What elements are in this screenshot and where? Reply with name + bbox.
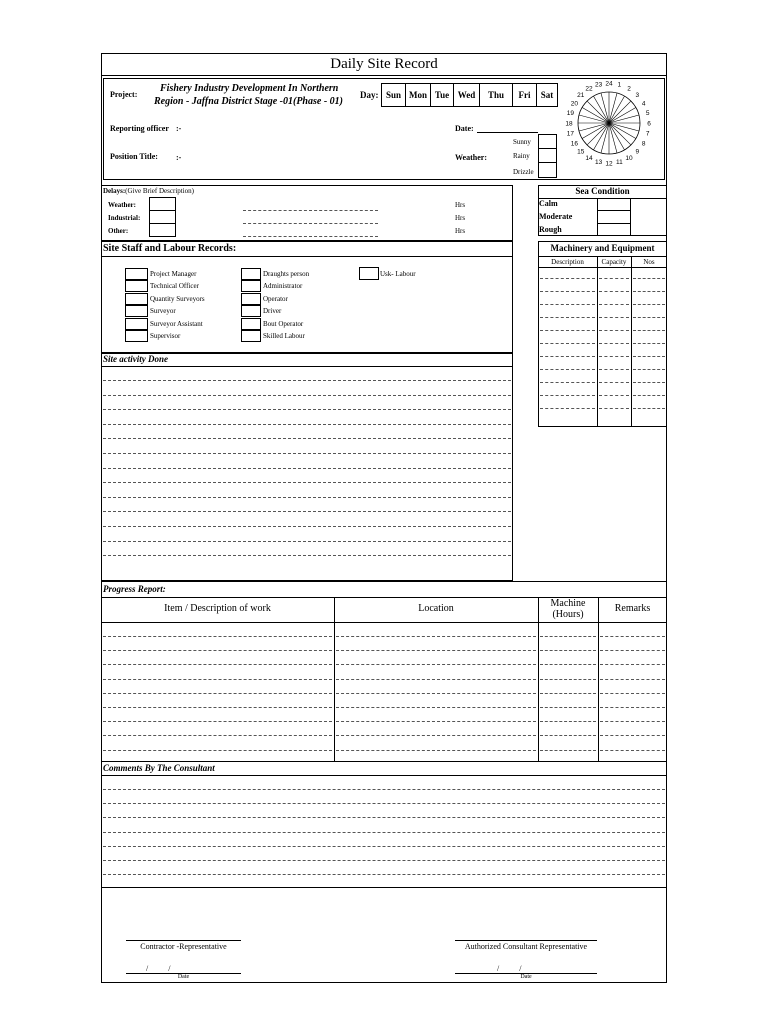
position-title-sep: :- (176, 153, 182, 162)
consultant-signature-label: Authorized Consultant Representative (464, 942, 588, 951)
progress-row[interactable] (540, 721, 596, 722)
dial-spoke (601, 93, 609, 123)
dial-hour-number: 7 (645, 130, 650, 138)
comment-line[interactable] (103, 789, 665, 790)
dial-hour-number: 22 (585, 85, 593, 93)
dial-hour-number: 1 (617, 81, 622, 89)
machinery-row[interactable] (633, 317, 665, 318)
machinery-row[interactable] (540, 291, 595, 292)
dial-hour-number: 11 (615, 158, 623, 166)
dial-spoke (609, 123, 639, 131)
dial-hour-number: 5 (645, 109, 650, 117)
progress-row[interactable] (103, 693, 332, 694)
progress-row[interactable] (600, 650, 665, 651)
sea-rough-checkbox[interactable] (597, 223, 631, 236)
dial-hour-number: 14 (585, 154, 593, 162)
contractor-signature-label: Contractor -Representative (140, 942, 227, 951)
dial-hour-number: 21 (577, 92, 585, 100)
progress-row[interactable] (103, 650, 332, 651)
machinery-row[interactable] (540, 369, 595, 370)
machinery-col-divider-1 (597, 256, 598, 427)
machinery-row[interactable] (599, 395, 629, 396)
position-title-label: Position Title: (110, 152, 158, 161)
staff-checkbox[interactable] (241, 280, 261, 292)
machinery-header-nos: Nos (643, 258, 655, 266)
progress-row[interactable] (103, 664, 332, 665)
sea-moderate-checkbox[interactable] (597, 210, 631, 224)
machinery-row[interactable] (540, 330, 595, 331)
reporting-officer-sep: :- (176, 124, 182, 133)
machinery-box (538, 241, 667, 427)
staff-checkbox[interactable] (125, 293, 148, 305)
machinery-row[interactable] (540, 304, 595, 305)
machinery-row[interactable] (633, 369, 665, 370)
staff-role-label: Surveyor (150, 307, 176, 315)
machinery-row[interactable] (540, 343, 595, 344)
machinery-row[interactable] (599, 382, 629, 383)
dial-hour-number: 13 (595, 158, 603, 166)
staff-role-label: Bout Operator (263, 320, 304, 328)
machinery-row[interactable] (599, 343, 629, 344)
machinery-row[interactable] (633, 278, 665, 279)
day-label: Day: (360, 90, 379, 100)
day-sat[interactable]: Sat (536, 83, 558, 107)
progress-row[interactable] (336, 707, 536, 708)
progress-row[interactable] (336, 735, 536, 736)
staff-role-label: Usk- Labour (380, 270, 416, 278)
progress-col-divider-2 (538, 597, 539, 761)
progress-row[interactable] (540, 707, 596, 708)
staff-checkbox[interactable] (241, 305, 261, 317)
machinery-row[interactable] (540, 395, 595, 396)
progress-row[interactable] (600, 707, 665, 708)
staff-role-label: Operator (263, 295, 288, 303)
machinery-row[interactable] (599, 291, 629, 292)
activity-line[interactable] (103, 468, 511, 469)
dial-hour-number: 9 (635, 148, 640, 156)
staff-role-label: Driver (263, 307, 282, 315)
progress-header-machine: Machine (550, 598, 586, 609)
dial-hour-number: 6 (647, 120, 651, 128)
dial-hour-number: 8 (641, 140, 646, 148)
title-divider (101, 75, 667, 76)
machinery-row[interactable] (633, 330, 665, 331)
dial-spoke (609, 123, 617, 153)
comment-line[interactable] (103, 803, 665, 804)
staff-role-label: Skilled Labour (263, 332, 305, 340)
machinery-row[interactable] (633, 291, 665, 292)
machinery-row[interactable] (599, 317, 629, 318)
staff-role-label: Draughts person (263, 270, 310, 278)
staff-checkbox[interactable] (359, 267, 379, 280)
activity-line[interactable] (103, 526, 511, 527)
weather-drizzle-checkbox[interactable] (538, 162, 557, 178)
dial-hour-number: 17 (566, 130, 574, 138)
progress-row[interactable] (336, 721, 536, 722)
dial-hour-number: 16 (570, 140, 578, 148)
progress-row[interactable] (103, 636, 332, 637)
machinery-header-capacity: Capacity (601, 258, 627, 266)
delays-title: Delays: (103, 187, 126, 195)
progress-row[interactable] (336, 679, 536, 680)
progress-row[interactable] (336, 650, 536, 651)
reporting-officer-label: Reporting officer (110, 124, 169, 133)
dial-hour-number: 12 (605, 160, 613, 168)
progress-row[interactable] (540, 750, 596, 751)
progress-row[interactable] (103, 721, 332, 722)
dial-hour-number: 18 (565, 120, 573, 128)
progress-row[interactable] (600, 664, 665, 665)
day-sun[interactable]: Sun (381, 83, 406, 107)
progress-header-hours: (Hours) (552, 609, 584, 620)
activity-line[interactable] (103, 409, 511, 410)
machinery-row[interactable] (599, 356, 629, 357)
staff-checkbox[interactable] (125, 330, 148, 342)
progress-row[interactable] (336, 693, 536, 694)
comments-title: Comments By The Consultant (103, 763, 215, 773)
dial-spoke (579, 123, 609, 131)
activity-line[interactable] (103, 424, 511, 425)
machinery-header-description: Description (551, 258, 584, 266)
staff-checkbox[interactable] (241, 318, 261, 330)
machinery-row[interactable] (540, 408, 595, 409)
dial-hour-number: 2 (627, 85, 631, 93)
staff-role-label: Administrator (263, 282, 303, 290)
machinery-row[interactable] (540, 382, 595, 383)
comment-line[interactable] (103, 832, 665, 833)
staff-title: Site Staff and Labour Records: (103, 243, 237, 254)
site-activity-title: Site activity Done (103, 354, 168, 364)
progress-row[interactable] (336, 664, 536, 665)
machinery-row[interactable] (633, 395, 665, 396)
contractor-signature-line[interactable] (126, 940, 241, 941)
dial-hour-number: 4 (641, 100, 646, 108)
progress-title: Progress Report: (103, 584, 166, 594)
comment-line[interactable] (103, 860, 665, 861)
activity-line[interactable] (103, 438, 511, 439)
progress-row[interactable] (600, 750, 665, 751)
sea-condition-title: Sea Condition (575, 186, 630, 196)
staff-checkbox[interactable] (241, 293, 261, 305)
delay-industrial-field[interactable] (149, 210, 176, 224)
staff-role-label: Supervisor (150, 332, 181, 340)
sea-rough: Rough (539, 225, 562, 234)
machinery-row[interactable] (540, 317, 595, 318)
delays-subtitle: (Give Brief Description) (125, 187, 194, 195)
day-mon[interactable]: Mon (405, 83, 431, 107)
consultant-date-sep: / / (497, 964, 522, 973)
delay-other-unit: Hrs (455, 227, 466, 235)
machinery-row[interactable] (633, 343, 665, 344)
contractor-date-sep: / / (146, 964, 171, 973)
activity-line[interactable] (103, 497, 511, 498)
consultant-date-label: Date (520, 974, 532, 980)
progress-header-item: Item / Description of work (164, 603, 271, 614)
weather-label: Weather: (455, 153, 487, 162)
activity-line[interactable] (103, 511, 511, 512)
activity-line[interactable] (103, 541, 511, 542)
staff-role-label: Quantity Surveyors (150, 295, 205, 303)
delay-other-line[interactable] (243, 236, 378, 237)
staff-checkbox[interactable] (125, 318, 148, 330)
progress-row[interactable] (600, 679, 665, 680)
progress-row[interactable] (336, 636, 536, 637)
contractor-date-label: Date (177, 974, 190, 980)
staff-role-label: Technical Officer (150, 282, 199, 290)
dial-spoke (601, 123, 609, 153)
comments-title-divider (101, 775, 667, 776)
machinery-col-divider-2 (631, 256, 632, 427)
weather-sunny-checkbox[interactable] (538, 134, 557, 149)
progress-row[interactable] (540, 650, 596, 651)
machinery-row[interactable] (599, 330, 629, 331)
dial-spoke (609, 115, 639, 123)
comment-line[interactable] (103, 846, 665, 847)
delay-weather-line[interactable] (243, 210, 378, 211)
machinery-row[interactable] (599, 304, 629, 305)
activity-line[interactable] (103, 453, 511, 454)
dial-hour-number: 20 (570, 100, 578, 108)
progress-row[interactable] (540, 735, 596, 736)
machinery-row[interactable] (599, 408, 629, 409)
site-activity-box (101, 353, 513, 581)
delay-weather-field[interactable] (149, 197, 176, 211)
progress-row[interactable] (103, 707, 332, 708)
consultant-signature-line[interactable] (455, 940, 597, 941)
weather-rainy-checkbox[interactable] (538, 148, 557, 163)
progress-row[interactable] (103, 679, 332, 680)
delay-industrial-label: Industrial: (108, 214, 141, 222)
progress-row[interactable] (600, 735, 665, 736)
machinery-row[interactable] (633, 356, 665, 357)
progress-row[interactable] (103, 735, 332, 736)
project-name-line2: Region - Jaffna District Stage -01(Phase - 01) (154, 96, 343, 107)
progress-col-divider-3 (598, 597, 599, 761)
progress-row[interactable] (600, 636, 665, 637)
machinery-row[interactable] (633, 304, 665, 305)
staff-checkbox[interactable] (125, 268, 148, 280)
machinery-row[interactable] (599, 278, 629, 279)
progress-row[interactable] (600, 693, 665, 694)
machinery-title: Machinery and Equipment (550, 243, 655, 253)
delay-industrial-unit: Hrs (455, 214, 466, 222)
staff-title-divider (101, 256, 513, 257)
project-label: Project: (110, 90, 138, 99)
dial-spoke (579, 115, 609, 123)
sea-calm: Calm (539, 199, 558, 208)
progress-col-divider-1 (334, 597, 335, 761)
day-tue[interactable]: Tue (430, 83, 454, 107)
activity-line[interactable] (103, 395, 511, 396)
activity-line[interactable] (103, 555, 511, 556)
machinery-row[interactable] (540, 278, 595, 279)
progress-row[interactable] (103, 750, 332, 751)
progress-header-remarks: Remarks (614, 603, 651, 614)
dial-hour-number: 19 (566, 109, 574, 117)
date-field[interactable] (477, 132, 538, 133)
progress-row[interactable] (336, 750, 536, 751)
project-name-line1: Fishery Industry Development In Northern (160, 83, 339, 94)
progress-row[interactable] (540, 664, 596, 665)
delay-industrial-line[interactable] (243, 223, 378, 224)
activity-line[interactable] (103, 482, 511, 483)
dial-hour-number: 10 (625, 154, 633, 162)
staff-checkbox[interactable] (125, 305, 148, 317)
date-label: Date: (455, 124, 474, 133)
progress-row[interactable] (540, 636, 596, 637)
dial-hour-number: 15 (577, 148, 585, 156)
day-wed[interactable]: Wed (453, 83, 480, 107)
comments-bottom-divider (101, 887, 667, 888)
day-thu[interactable]: Thu (479, 83, 513, 107)
comment-line[interactable] (103, 874, 665, 875)
staff-role-label: Project Manager (150, 270, 197, 278)
delay-weather-unit: Hrs (455, 201, 466, 209)
weather-drizzle: Drizzle (513, 168, 534, 176)
dial-hour-number: 23 (595, 81, 603, 89)
progress-header-divider (101, 622, 667, 623)
dial-hour-number: 24 (605, 80, 613, 88)
weather-sunny: Sunny (513, 138, 531, 146)
machinery-row[interactable] (599, 369, 629, 370)
delay-other-label: Other: (108, 227, 129, 235)
dial-hour-number: 3 (635, 92, 640, 100)
machinery-row[interactable] (540, 356, 595, 357)
progress-header-location: Location (418, 603, 454, 614)
comments-top-divider (101, 761, 667, 762)
weather-rainy: Rainy (513, 152, 530, 160)
machinery-row[interactable] (633, 408, 665, 409)
sea-moderate: Moderate (539, 212, 573, 221)
staff-checkbox[interactable] (241, 268, 261, 280)
progress-row[interactable] (540, 679, 596, 680)
delays-heading (103, 186, 194, 196)
staff-checkbox[interactable] (241, 330, 261, 342)
progress-row[interactable] (600, 721, 665, 722)
staff-role-label: Surveyor Assistant (150, 320, 203, 328)
progress-row[interactable] (540, 693, 596, 694)
dial-spoke (609, 93, 617, 123)
day-fri[interactable]: Fri (512, 83, 537, 107)
hour-dial-icon (558, 80, 663, 168)
machinery-row[interactable] (633, 382, 665, 383)
page-title: Daily Site Record (330, 56, 438, 72)
delay-other-field[interactable] (149, 223, 176, 237)
activity-line[interactable] (103, 380, 511, 381)
staff-checkbox[interactable] (125, 280, 148, 292)
machinery-header-divider (538, 267, 667, 268)
delay-weather-label: Weather: (108, 201, 136, 209)
progress-top-divider (101, 581, 667, 582)
site-activity-title-divider (101, 366, 513, 367)
comment-line[interactable] (103, 817, 665, 818)
